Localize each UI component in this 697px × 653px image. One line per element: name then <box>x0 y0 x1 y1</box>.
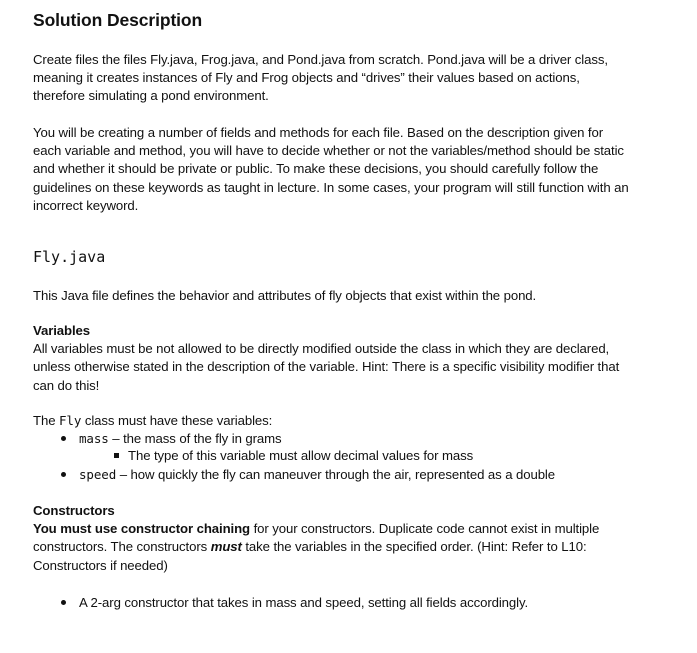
mass-code: mass <box>79 431 109 446</box>
list-item-mass-sub <box>128 447 473 465</box>
fly-description <box>33 287 673 305</box>
intro-paragraph <box>33 51 673 106</box>
text-fragment: take the variables in the specified order. (Hint: Refer to L10: <box>241 539 587 555</box>
text-fragment: – the mass of the fly in grams <box>108 431 282 446</box>
text-line: All variables must be not allowed to be directly modified outside the class in which they are declared, <box>33 341 610 357</box>
text-line: can do this! <box>33 377 100 393</box>
text-line: each variable and method, you will have to decide whether or not the variables/method should be static <box>33 143 624 159</box>
list-item-constructor <box>79 594 528 612</box>
text-fragment: class must have these variables: <box>81 413 273 428</box>
text-line: This Java file defines the behavior and attributes of fly objects that exist within the pond. <box>33 288 537 303</box>
fields-paragraph <box>33 124 673 215</box>
text-line: meaning it creates instances of Fly and Frog objects and “drives” their values based on actions, <box>33 70 580 86</box>
constructors-section <box>33 502 673 575</box>
variables-intro <box>33 412 673 430</box>
text-line: Create files the files Fly.java, Frog.java, and Pond.java from scratch. Pond.java will be a driver class, <box>33 52 608 67</box>
variables-heading: Variables <box>33 323 91 338</box>
variables-section <box>33 322 673 395</box>
text-line: therefore simulating a pond environment. <box>33 88 269 104</box>
text-line: unless otherwise stated in the description of the variable. Hint: There is a specific visibility modifier that <box>33 359 620 375</box>
fly-java-heading: Fly.java <box>33 248 106 266</box>
text-fragment: The type of this variable must allow decimal values for mass <box>128 448 474 463</box>
list-item-speed <box>79 466 555 484</box>
text-fragment: for your constructors. Duplicate code cannot exist in multiple <box>250 521 600 537</box>
text-line: Constructors if needed) <box>33 557 168 573</box>
text-fragment: A 2-arg constructor that takes in mass and speed, setting all fields accordingly. <box>79 595 529 610</box>
text-line: incorrect keyword. <box>33 197 139 213</box>
bullet-icon <box>61 472 66 477</box>
fly-class-code: Fly <box>59 413 82 428</box>
text-fragment: – how quickly the fly can maneuver through the air, represented as a double <box>116 467 555 482</box>
text-line: and whether it should be private or public. To make these decisions, you should carefully follow the <box>33 161 599 177</box>
square-bullet-icon <box>114 453 119 458</box>
text-line: You will be creating a number of fields and methods for each file. Based on the description given for <box>33 125 604 140</box>
speed-code: speed <box>79 467 117 482</box>
bullet-icon <box>61 600 66 605</box>
section-title: Solution Description <box>33 10 203 30</box>
text-fragment: must <box>210 539 242 555</box>
text-fragment: constructors. The constructors <box>33 539 211 555</box>
text-line: guidelines on these keywords as taught in lecture. In some cases, your program will still function with an <box>33 179 629 195</box>
bullet-icon <box>61 436 66 441</box>
text-fragment: The <box>33 413 59 428</box>
text-fragment: You must use constructor chaining <box>33 521 251 537</box>
constructors-heading: Constructors <box>33 503 115 518</box>
list-item-mass <box>79 430 282 448</box>
